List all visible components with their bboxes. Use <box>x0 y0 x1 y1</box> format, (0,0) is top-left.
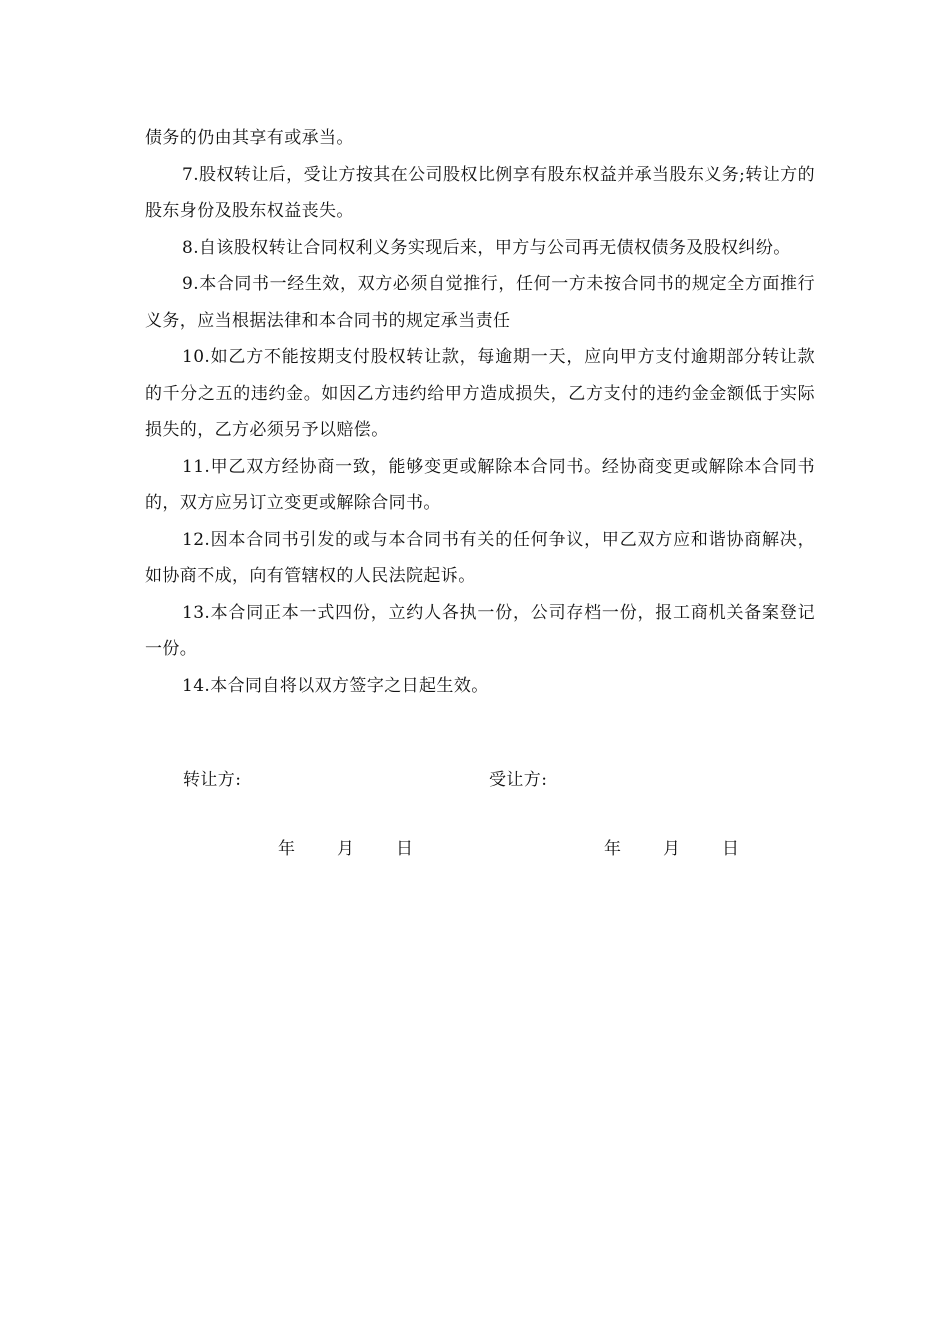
date-day-label: 日 <box>722 839 739 859</box>
date-month-label: 月 <box>337 839 354 859</box>
paragraph-clause-14: 14.本合同自将以双方签字之日起生效。 <box>182 675 489 696</box>
paragraph-clause-8: 8.自该股权转让合同权利义务实现后来，甲方与公司再无债权债务及股权纠纷。 <box>182 237 791 258</box>
paragraph-clause-11: 11.甲乙双方经协商一致，能够变更或解除本合同书。经协商变更或解除本合同书的，双方应另订立变更或解除合同书。 <box>145 456 815 513</box>
transferor-date <box>278 835 413 863</box>
paragraph-clause-12: 12.因本合同书引发的或与本合同书有关的任何争议，甲乙双方应和谐协商解决，如协商不成，向有管辖权的人民法院起诉。 <box>145 529 815 586</box>
transferee-label: 受让方: <box>489 770 548 790</box>
date-year-label: 年 <box>278 839 295 859</box>
date-day-label: 日 <box>396 839 413 859</box>
paragraph-continuation: 债务的仍由其享有或承当。 <box>145 128 354 148</box>
paragraph-clause-9: 9.本合同书一经生效，双方必须自觉推行，任何一方未按合同书的规定全方面推行义务，应当根据法律和本合同书的规定承当责任 <box>145 274 815 331</box>
paragraph-clause-13: 13.本合同正本一式四份，立约人各执一份，公司存档一份，报工商机关备案登记一份。 <box>145 602 815 659</box>
date-month-label: 月 <box>663 839 680 859</box>
paragraph-clause-7: 7.股权转让后，受让方按其在公司股权比例享有股东权益并承当股东义务;转让方的股东身份及股东权益丧失。 <box>145 164 815 221</box>
transferee-date <box>604 835 739 863</box>
transferor-label: 转让方: <box>183 770 242 790</box>
paragraph-clause-10: 10.如乙方不能按期支付股权转让款，每逾期一天，应向甲方支付逾期部分转让款的千分之五的违约金。如因乙方违约给甲方造成损失，乙方支付的违约金金额低于实际损失的，乙方必须另予以赔偿。 <box>145 347 815 440</box>
contract-body <box>145 120 815 704</box>
date-year-label: 年 <box>604 839 621 859</box>
